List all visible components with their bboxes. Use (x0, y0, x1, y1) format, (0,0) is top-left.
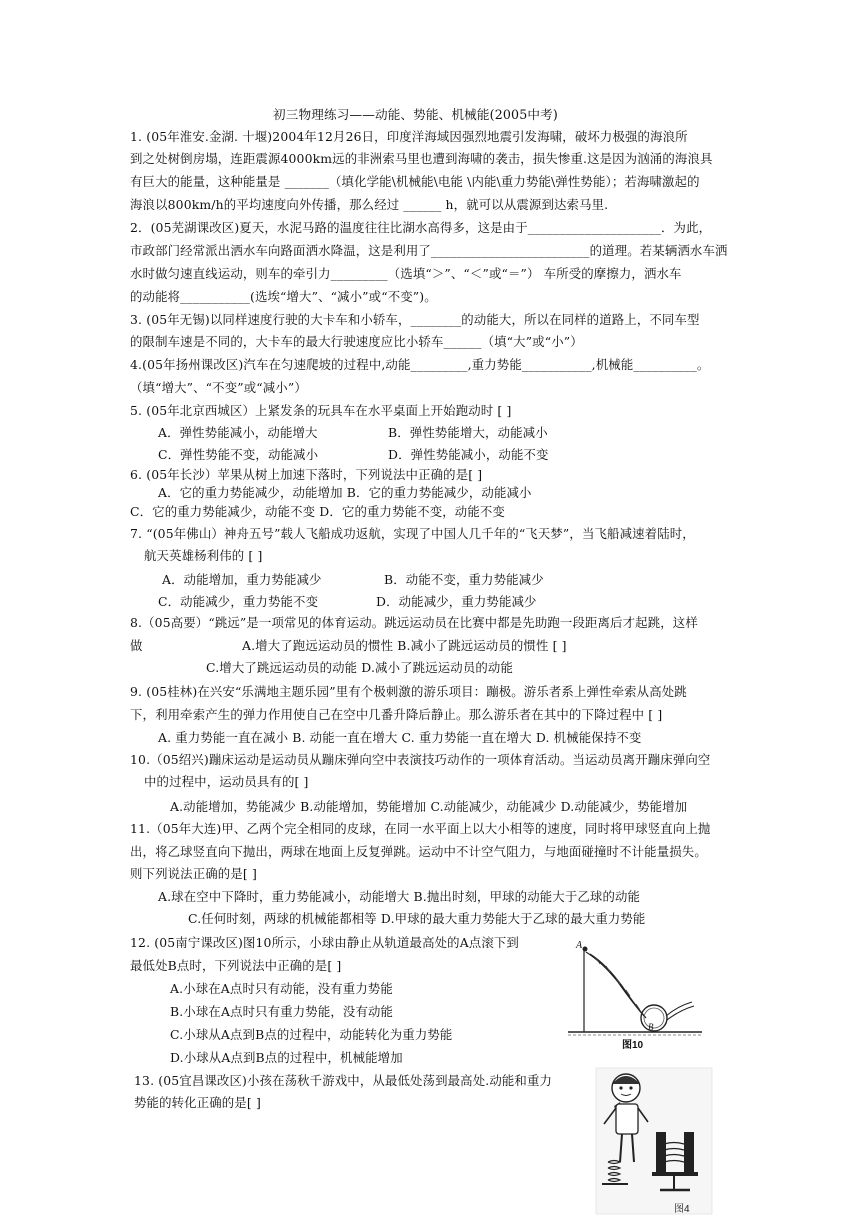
text-line: 8.（05高要）“跳远”是一项常见的体育运动。跳远运动员在比赛中都是先助跑一段距离后才起跳，这样 (130, 615, 698, 630)
text-line: 11.（05年大连)甲、乙两个完全相同的皮球，在同一水平面上以大小相等的速度，同时将甲球竖直向上抛 (130, 821, 711, 836)
text-line: 9. (05桂林)在兴安“乐满地主题乐园”里有个极刺激的游乐项目：蹦极。游乐者系上弹性牵索从高处跳 (130, 684, 687, 699)
option-d: D．弹性势能减小，动能不变 (388, 447, 549, 462)
text-line: 则下列说法正确的是[ ] (130, 866, 257, 881)
text-line: 2．(05芜湖课改区)夏天，水泥马路的温度往往比湖水高得多，这是由于_____________________．为此， (130, 220, 712, 235)
text-line: 7. “(05年佛山）神舟五号”载人飞船成功返航，实现了中国人几千年的“飞天梦”，当飞船减速着陆时， (130, 526, 695, 541)
page-title: 初三物理练习——动能、势能、机械能(2005中考) (273, 107, 558, 122)
option-b: B.小球在A点时只有重力势能，没有动能 (170, 1004, 394, 1019)
figure-10-track-diagram (562, 940, 708, 1052)
text-line: 市政部门经常派出洒水车向路面洒水降温，这是利用了_________________________的道理。若某辆洒水车洒 (130, 243, 728, 258)
text-line: 6. (05年长沙）苹果从树上加速下落时，下列说法中正确的是[ ] (130, 467, 483, 482)
option-c: C.小球从A点到B点的过程中，动能转化为重力势能 (170, 1027, 453, 1042)
option-d: D．动能减少，重力势能减少 (376, 594, 537, 609)
option-a: A．动能增加，重力势能减少 (162, 572, 322, 587)
options-line: A.球在空中下降时，重力势能减小，动能增大 B.抛出时刻，甲球的动能大于乙球的动能 (158, 889, 641, 904)
option-a: A.小球在A点时只有动能，没有重力势能 (170, 981, 393, 996)
text-line: 10.（05绍兴)蹦床运动是运动员从蹦床弹向空中表演技巧动作的一项体育活动。当运动员离开蹦床弹向空 (130, 752, 711, 767)
option-d: D.小球从A点到B点的过程中，机械能增加 (170, 1050, 403, 1065)
fig10-label-b: B (648, 1022, 654, 1032)
fig10-label-a: A (576, 940, 583, 951)
text-line: （填“增大”、“不变”或“减小”） (130, 380, 307, 395)
text-line: 到之处树倒房塌，连距震源4000km远的非洲索马里也遭到海啸的袭击，损失惨重.这是因为汹涌的海浪具 (130, 151, 713, 166)
text-line: 最低处B点时，下列说法中正确的是[ ] (130, 958, 342, 973)
text-line: 3. (05年无锡)以同样速度行驶的大卡车和小轿车，________的动能大，所以在同样的道路上，不同车型 (130, 312, 700, 327)
text-line: 4.(05年扬州课改区)汽车在匀速爬坡的过程中,动能_________,重力势能___________,机械能__________。 (130, 357, 710, 372)
text-line: 下，利用牵索产生的弹力作用使自己在空中几番升降后静止。那么游乐者在其中的下降过程中 [ ] (130, 707, 663, 722)
options-line: A.动能增加，势能减少 B.动能增加，势能增加 C.动能减少，动能减少 D.动能减少，势能增加 (170, 799, 688, 814)
option-c: C．弹性势能不变，动能减小 (158, 447, 319, 462)
text-line: 航天英雄杨利伟的 [ ] (144, 548, 263, 563)
text-line: 势能的转化正确的是[ ] (134, 1095, 261, 1110)
text-line: 12. (05南宁课改区)图10所示，小球由静止从轨道最高处的A点滚下到 (130, 935, 519, 950)
figure-4-swing-diagram (594, 1066, 714, 1216)
text-line: 做 (130, 638, 143, 653)
options-line: A.增大了跑远运动员的惯性 B.减小了跳远运动员的惯性 [ ] (242, 638, 567, 653)
text-line: 5. (05年北京西城区）上紧发条的玩具车在水平桌面上开始跑动时 [ ] (130, 403, 512, 418)
option-c: C．动能减少，重力势能不变 (158, 594, 319, 609)
option-a: A．弹性势能减小，动能增大 (158, 425, 318, 440)
text-line: 出，将乙球竖直向下抛出，两球在地面上反复弹跳。运动中不计空气阻力，与地面碰撞时不计能量损失。 (130, 844, 707, 859)
text-line: 水时做匀速直线运动，则车的牵引力_________（选填“＞”、“＜”或“＝”） 车所受的摩擦力，洒水车 (130, 266, 682, 281)
options-line: A．它的重力势能减少，动能增加 B．它的重力势能减少，动能减小 (158, 485, 532, 500)
text-line: 的动能将___________(选埃“增大”、“减小”或“不变”)。 (130, 289, 437, 304)
fig10-caption: 图10 (622, 1040, 644, 1051)
option-b: B．弹性势能增大，动能减小 (388, 425, 548, 440)
options-line: A. 重力势能一直在减小 B. 动能一直在增大 C. 重力势能一直在增大 D. 机械能保持不变 (158, 730, 642, 745)
text-line: 的限制车速是不同的，大卡车的最大行驶速度应比小轿车______（填“大”或“小”） (130, 334, 583, 349)
text-line: 海浪以800km/h的平均速度向外传播，那么经过 ______ h，就可以从震源到达索马里. (130, 197, 609, 212)
text-line: 有巨大的能量，这种能量是 _______（填化学能\机械能\电能 \内能\重力势能\弹性势能）；若海啸激起的 (130, 174, 700, 189)
fig4-caption: 图4 (674, 1204, 690, 1215)
option-b: B．动能不变，重力势能减少 (384, 572, 544, 587)
text-line: 13. (05宜昌课改区)小孩在荡秋千游戏中，从最低处荡到最高处.动能和重力 (134, 1073, 553, 1088)
options-line: C．它的重力势能减少，动能不变 D．它的重力势能不变，动能不变 (130, 504, 505, 519)
options-line: C.任何时刻，两球的机械能都相等 D.甲球的最大重力势能大于乙球的最大重力势能 (188, 911, 646, 926)
text-line: 1. (05年淮安.金湖. 十堰)2004年12月26日，印度洋海域因强烈地震引发海啸，破坏力极强的海浪所 (130, 129, 688, 144)
text-line: 中的过程中，运动员具有的[ ] (144, 774, 309, 789)
options-line: C.增大了跳远运动员的动能 D.减小了跳远运动员的动能 (206, 660, 513, 675)
